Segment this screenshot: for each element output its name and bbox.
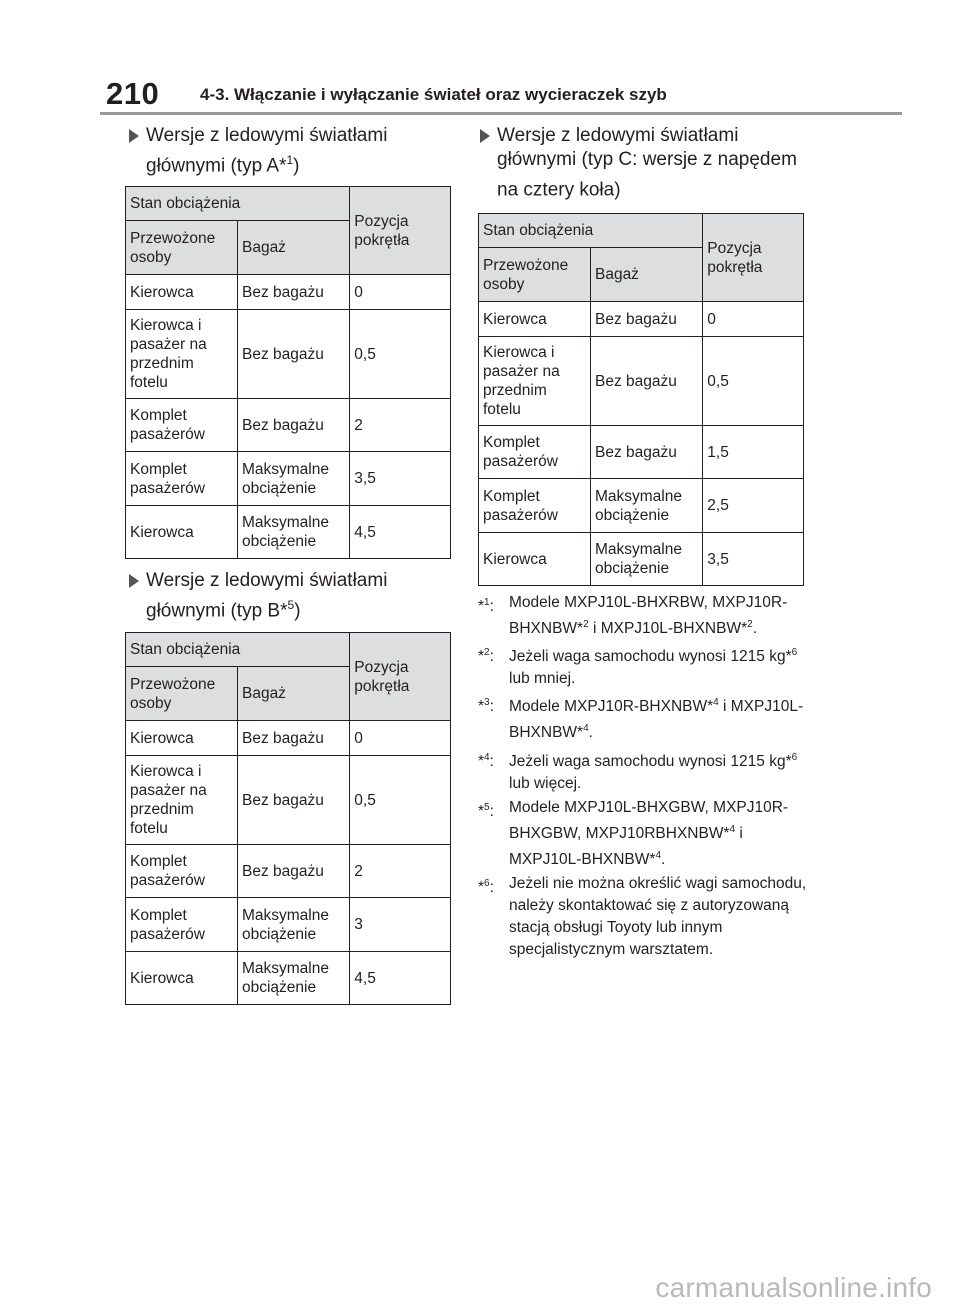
- footnote-ref: 4: [713, 697, 719, 709]
- cell-passengers: Kierowca i pasażer na przednim fotelu: [126, 310, 238, 399]
- header-passengers: Przewożone osoby: [126, 667, 238, 721]
- header-passengers: Przewożone osoby: [479, 248, 591, 302]
- section-title: 4-3. Włączanie i wyłączanie świateł oraz wycieraczek szyb: [200, 85, 667, 104]
- header-luggage: Bagaż: [590, 248, 702, 302]
- footnote-text: i MXPJ10L-BHXNBW*: [509, 824, 743, 869]
- footnote-text: Jeżeli nie można określić wagi samochodu, należy skontaktować się z autoryzowaną stacją obsługi Toyoty lub innym specjalistycznym warsztatem.: [509, 875, 807, 959]
- cell-luggage: Maksymalne obciążenie: [237, 506, 349, 559]
- cell-passengers: Komplet pasażerów: [126, 452, 238, 506]
- cell-luggage: Bez bagażu: [237, 399, 349, 452]
- page-header: [100, 76, 902, 116]
- header-rule: [100, 112, 902, 115]
- footnote-mark: *$^2$:: [478, 647, 494, 666]
- table-row: [126, 952, 451, 1005]
- footnote-mark: *$^6$:: [478, 878, 494, 897]
- heading-text: Wersje z ledowymi światłami głównymi (typ B*: [146, 570, 388, 622]
- table-row: [126, 898, 451, 952]
- cell-luggage: Maksymalne obciążenie: [237, 452, 349, 506]
- footnote-mark: *$^5$:: [478, 801, 494, 820]
- header-dial-position: Pozycja pokrętła: [350, 187, 451, 275]
- footnote-ref: 6: [791, 751, 798, 763]
- cell-position: 0,5: [350, 756, 451, 845]
- footnote-text: Jeżeli waga samochodu wynosi 1215 kg*: [509, 648, 792, 666]
- triangle-bullet-icon: [480, 129, 490, 143]
- section-heading-type-c: [497, 124, 797, 202]
- cell-position: 2: [350, 399, 451, 452]
- header-luggage: Bagaż: [237, 221, 349, 275]
- cell-position: 4,5: [350, 952, 451, 1005]
- cell-luggage: Maksymalne obciążenie: [237, 952, 349, 1005]
- footnote-text: Jeżeli waga samochodu wynosi 1215 kg*: [509, 752, 792, 770]
- cell-position: 0,5: [350, 310, 451, 399]
- footnote-mark: *$^1$:: [478, 597, 494, 616]
- cell-luggage: Bez bagażu: [237, 310, 349, 399]
- table-row: [126, 310, 451, 399]
- cell-luggage: Bez bagażu: [590, 302, 702, 337]
- heading-sup: 1: [286, 153, 294, 167]
- footnote-text: .: [752, 620, 757, 638]
- footnote-ref: 2: [583, 619, 589, 630]
- cell-passengers: Kierowca: [126, 275, 238, 310]
- heading-text: Wersje z ledowymi światłami głównymi (typ C: wersje z napędem na cztery koła): [497, 125, 797, 201]
- footnote-ref: 4: [583, 723, 589, 735]
- page-number: 210: [106, 76, 160, 111]
- cell-passengers: Komplet pasażerów: [126, 898, 238, 952]
- cell-passengers: Kierowca: [479, 533, 591, 586]
- cell-position: 0: [350, 275, 451, 310]
- triangle-bullet-icon: [129, 574, 139, 588]
- footnotes: [478, 592, 808, 963]
- heading-sup: 5: [287, 598, 295, 612]
- table-row: [479, 533, 804, 586]
- footnote-ref: 2: [747, 619, 753, 630]
- header-load-state: Stan obciążenia: [126, 633, 350, 667]
- heading-text: Wersje z ledowymi światłami głównymi (typ A*: [146, 125, 388, 177]
- load-table-type-b: [125, 632, 451, 1005]
- cell-position: 2,5: [703, 479, 804, 533]
- header-load-state: Stan obciążenia: [126, 187, 350, 221]
- cell-luggage: Bez bagażu: [237, 721, 349, 756]
- footnote: [478, 797, 808, 871]
- cell-position: 0: [350, 721, 451, 756]
- table-row: [479, 426, 804, 479]
- cell-luggage: Bez bagażu: [237, 845, 349, 898]
- cell-luggage: Bez bagażu: [590, 426, 702, 479]
- cell-luggage: Bez bagażu: [590, 337, 702, 426]
- header-dial-position: Pozycja pokrętła: [350, 633, 451, 721]
- cell-position: 2: [350, 845, 451, 898]
- footnote-text: lub więcej.: [509, 774, 582, 792]
- footnote-text: i MXPJ10L-BHXNBW*: [588, 620, 748, 638]
- table-row: [479, 337, 804, 426]
- footnote-mark: *$^4$:: [478, 751, 494, 770]
- footnote-ref: 6: [791, 647, 798, 659]
- header-luggage: Bagaż: [237, 667, 349, 721]
- cell-passengers: Kierowca i pasażer na przednim fotelu: [479, 337, 591, 426]
- cell-passengers: Komplet pasażerów: [479, 426, 591, 479]
- table-row: [126, 756, 451, 845]
- footnote: [478, 747, 808, 795]
- cell-position: 0,5: [703, 337, 804, 426]
- cell-position: 3: [350, 898, 451, 952]
- cell-passengers: Kierowca: [126, 952, 238, 1005]
- table-row: [126, 452, 451, 506]
- cell-position: 0: [703, 302, 804, 337]
- cell-position: 3,5: [350, 452, 451, 506]
- cell-passengers: Kierowca: [479, 302, 591, 337]
- load-table-type-a: [125, 186, 451, 559]
- cell-luggage: Bez bagażu: [237, 275, 349, 310]
- section-heading-type-a: [146, 124, 446, 178]
- footnote: [478, 873, 808, 961]
- cell-luggage: Bez bagażu: [237, 756, 349, 845]
- table-row: [126, 506, 451, 559]
- cell-passengers: Kierowca: [126, 506, 238, 559]
- footnote-text: .: [588, 724, 593, 742]
- cell-position: 4,5: [350, 506, 451, 559]
- footnote: [478, 592, 808, 640]
- footnote-ref: 4: [655, 849, 661, 861]
- table-row: [126, 845, 451, 898]
- heading-end: ): [293, 155, 300, 177]
- footnote-text: Modele MXPJ10L-BHXGBW, MXPJ10R-BHXGBW, MXPJ10RBHXNBW*: [509, 798, 789, 842]
- table-row: [126, 275, 451, 310]
- section-heading-type-b: [146, 569, 446, 623]
- cell-luggage: Maksymalne obciążenie: [237, 898, 349, 952]
- table-row: [126, 399, 451, 452]
- footnote: [478, 692, 808, 744]
- cell-luggage: Maksymalne obciążenie: [590, 479, 702, 533]
- cell-position: 1,5: [703, 426, 804, 479]
- footnote: [478, 642, 808, 690]
- table-row: [479, 302, 804, 337]
- heading-end: ): [294, 600, 301, 622]
- header-passengers: Przewożone osoby: [126, 221, 238, 275]
- footnote-mark: *$^3$:: [478, 697, 494, 716]
- cell-passengers: Kierowca i pasażer na przednim fotelu: [126, 756, 238, 845]
- cell-passengers: Komplet pasażerów: [126, 399, 238, 452]
- footnote-ref: 4: [729, 823, 736, 835]
- table-row: [479, 479, 804, 533]
- cell-luggage: Maksymalne obciążenie: [590, 533, 702, 586]
- cell-passengers: Komplet pasażerów: [479, 479, 591, 533]
- footnote-text: Modele MXPJ10L-BHXRBW, MXPJ10R-BHXNBW*: [509, 594, 788, 638]
- footnote-text: .: [661, 851, 666, 869]
- footnote-text: Modele MXPJ10R-BHXNBW*: [509, 698, 714, 716]
- table-row: [126, 721, 451, 756]
- triangle-bullet-icon: [129, 129, 139, 143]
- watermark: carmanualsonline.info: [655, 1272, 932, 1303]
- header-load-state: Stan obciążenia: [479, 214, 703, 248]
- cell-position: 3,5: [703, 533, 804, 586]
- cell-passengers: Komplet pasażerów: [126, 845, 238, 898]
- footnote-text: i MXPJ10L-BHXNBW*: [509, 698, 804, 742]
- cell-passengers: Kierowca: [126, 721, 238, 756]
- load-table-type-c: [478, 213, 804, 586]
- footnote-text: lub mniej.: [509, 670, 576, 688]
- header-dial-position: Pozycja pokrętła: [703, 214, 804, 302]
